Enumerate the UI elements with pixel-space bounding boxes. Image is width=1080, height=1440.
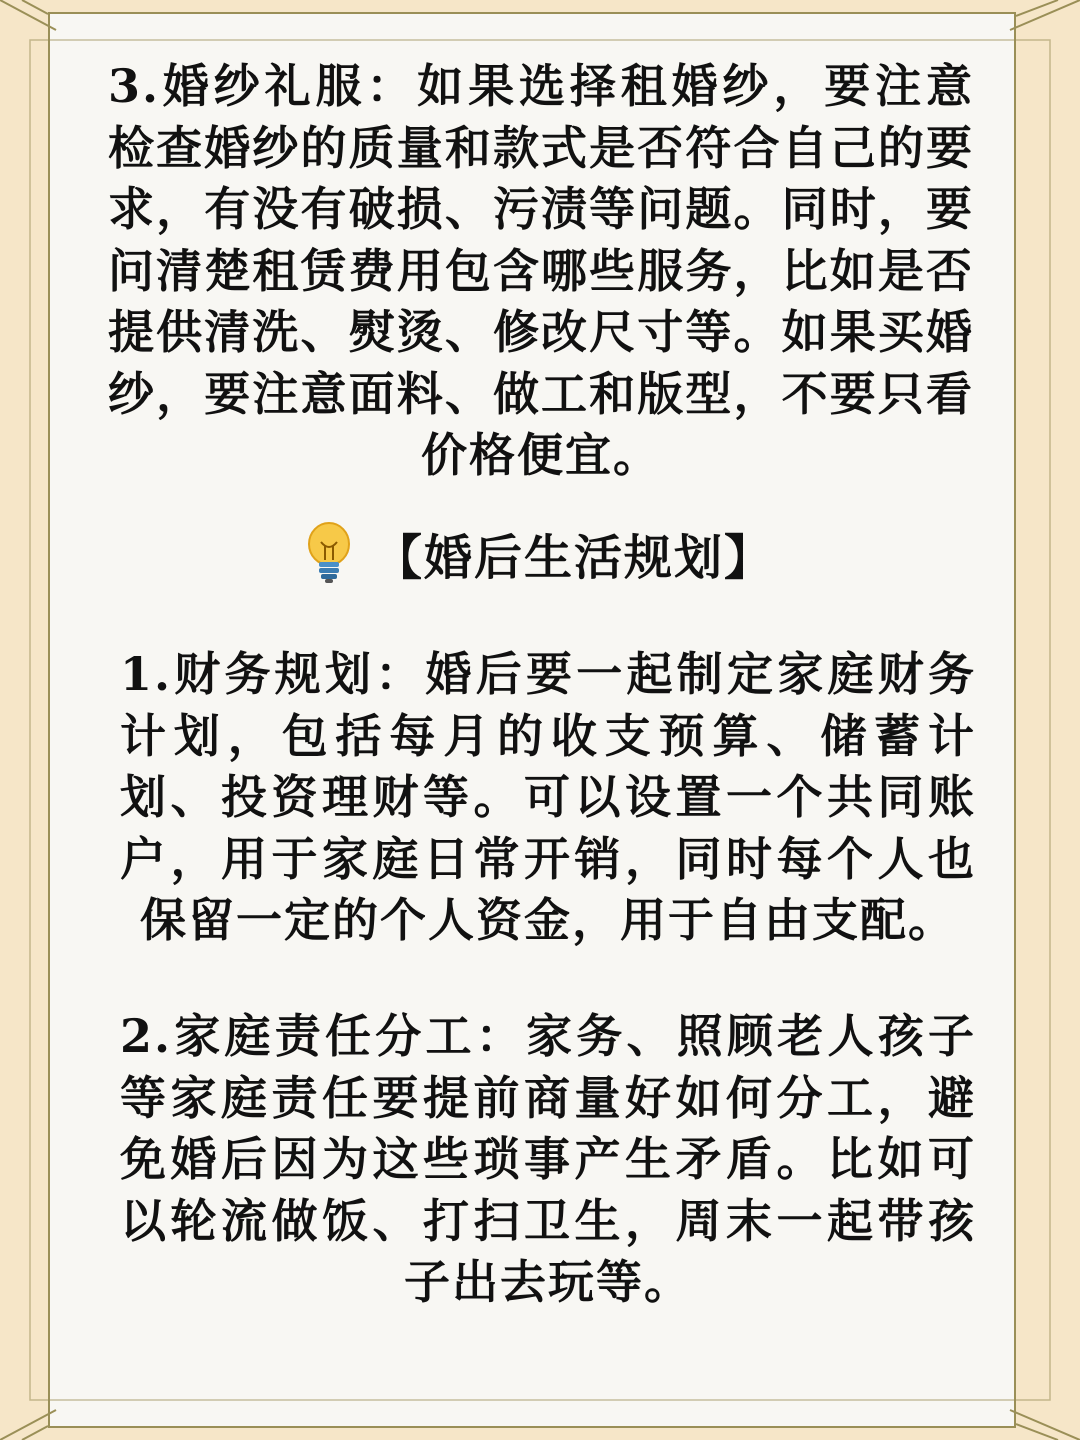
finance-planning-paragraph: 1.财务规划：婚后要一起制定家庭财务计划，包括每月的收支预算、储蓄计划、投资理财等。可以设置一个共同账户，用于家庭日常开销，同时每个人也保留一定的个人资金，用于自由支配。 <box>120 647 976 947</box>
family-responsibility-paragraph: 2.家庭责任分工：家务、照顾老人孩子等家庭责任要提前商量好如何分工，避免婚后因为这些琐事产生矛盾。比如可以轮流做饭、打扫卫生，周末一起带孩子出去玩等。 <box>120 1009 976 1309</box>
section-heading <box>258 518 818 588</box>
heading-title: 【婚后生活规划】 <box>373 529 774 586</box>
lightbulb-icon <box>302 520 356 586</box>
wedding-dress-paragraph: 3.婚纱礼服：如果选择租婚纱，要注意检查婚纱的质量和款式是否符合自己的要求，有没有破损、污渍等问题。同时，要问清楚租赁费用包含哪些服务，比如是否提供清洗、熨烫、修改尺寸等。如果买婚纱，要注意面料、做工和版型，不要只看价格便宜。 <box>108 59 974 482</box>
